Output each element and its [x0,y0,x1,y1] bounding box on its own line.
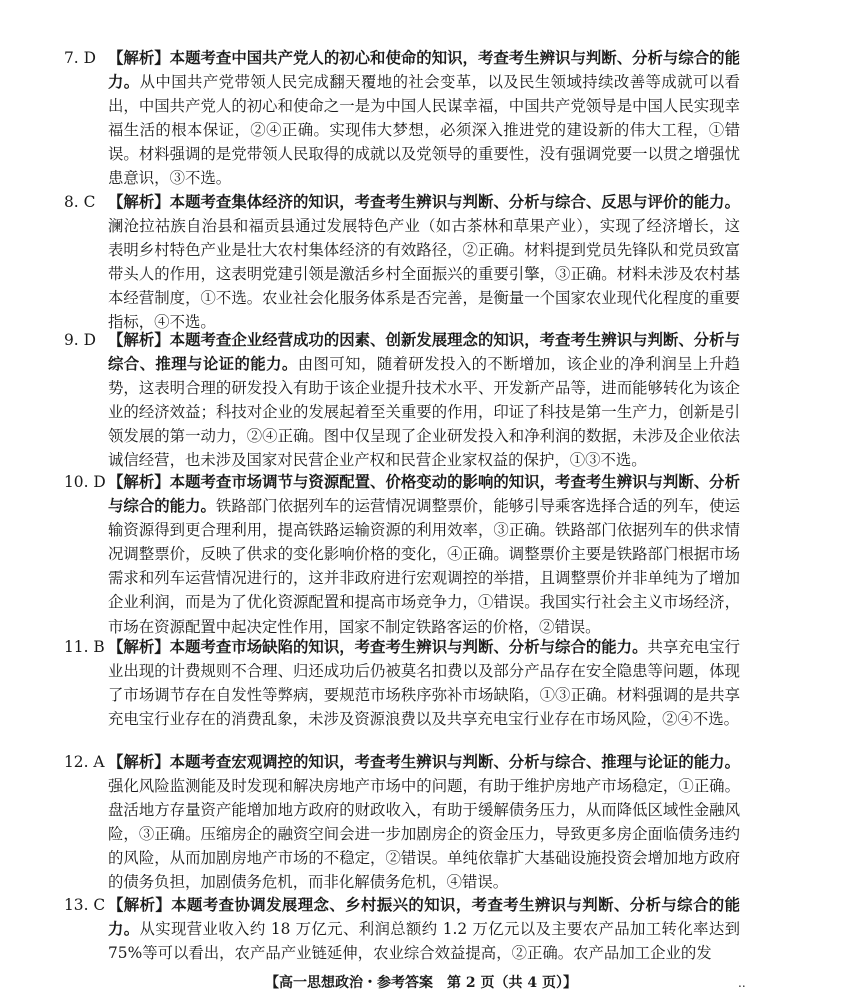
question-number: 9. D [64,331,96,349]
answer-13 [64,893,740,965]
question-number: 7. D [64,49,96,67]
analysis-tag: 【解析】 [108,638,170,656]
answer-10 [64,470,740,639]
analysis-tag: 【解析】 [108,193,170,211]
analysis-heading: 本题考查协调发展理念、乡村振兴的知识，考查考生辨识与判断、分析与综合的能力。 [108,896,740,939]
analysis-body: 共享充电宝行业出现的计费规则不合理、归还成功后仍被莫名扣费以及部分产品存在安全隐患等问题，体现了市场调节存在自发性等弊病，要规范市场秩序弥补市场缺陷，①③正确。材料强调的是共享充电宝行业存在的消费乱象，未涉及资源浪费以及共享充电宝行业存在市场风险，②④不选。 [108,638,740,729]
question-number: 10. D [64,473,106,491]
answer-11 [64,635,740,731]
analysis-body: 强化风险监测能及时发现和解决房地产市场中的问题，有助于维护房地产市场稳定，①正确。盘活地方存量资产能增加地方政府的财政收入，有助于缓解债务压力，从而降低区域性金融风险，③正确。压缩房企的融资空间会进一步加剧房企的资金压力，导致更多房企面临债务违约的风险，从而加剧房地产市场的不稳定，②错误。单纯依靠扩大基础设施投资会增加地方政府的债务负担，加剧债务危机，而非化解债务危机，④错误。 [108,777,740,892]
analysis-heading: 本题考查企业经营成功的因素、创新发展理念的知识，考查考生辨识与判断、分析与综合、推理与论证的能力。 [108,331,740,374]
answer-9 [64,328,740,473]
answer-8 [64,190,740,335]
corner-mark: .. [738,976,746,990]
page-footer: 【高一思想政治・参考答案 第 2 页（共 4 页）】 [265,975,577,991]
analysis-tag: 【解析】 [108,473,170,491]
answer-7 [64,46,740,191]
analysis-tag: 【解析】 [108,753,170,771]
analysis-heading: 本题考查市场调节与资源配置、价格变动的影响的知识，考查考生辨识与判断、分析与综合的能力。 [108,473,740,516]
analysis-body: 从实现营业收入约 18 万亿元、利润总额约 1.2 万亿元以及主要农产品加工转化率达到 75%等可以看出，农产品产业链延伸，农业综合效益提高，②正确。农产品加工企业的发 [108,920,740,963]
analysis-heading: 本题考查宏观调控的知识，考查考生辨识与判断、分析与综合、推理与论证的能力。 [169,753,740,771]
question-number: 8. C [64,193,96,211]
question-number: 13. C [64,896,106,914]
analysis-body: 澜沧拉祜族自治县和福贡县通过发展特色产业（如古茶林和草果产业），实现了经济增长，这表明乡村特色产业是壮大农村集体经济的有效路径，②正确。材料提到党员先锋队和党员致富带头人的作用，这表明党建引领是激活乡村全面振兴的重要引擎，③正确。材料未涉及农村基本经营制度，①不选。农业社会化服务体系是否完善，是衡量一个国家农业现代化程度的重要指标，④不选。 [108,217,740,332]
analysis-tag: 【解析】 [108,896,172,914]
analysis-body: 由图可知，随着研发投入的不断增加，该企业的净利润呈上升趋势，这表明合理的研发投入有助于该企业提升技术水平、开发新产品等，进而能够转化为该企业的经济效益；科技对企业的发展起着至关重要的作用，印证了科技是第一生产力，创新是引领发展的第一动力，②④正确。图中仅呈现了企业研发投入和净利润的数据，未涉及企业依法诚信经营，也未涉及国家对民营企业产权和民营企业家权益的保护，①③不选。 [108,355,740,470]
analysis-heading: 本题考查中国共产党人的初心和使命的知识，考查考生辨识与判断、分析与综合的能力。 [108,49,740,92]
analysis-tag: 【解析】 [108,49,170,67]
analysis-tag: 【解析】 [108,331,170,349]
question-number: 11. B [64,638,105,656]
analysis-heading: 本题考查集体经济的知识，考查考生辨识与判断、分析与综合、反思与评价的能力。 [169,193,740,211]
analysis-body: 从中国共产党带领人民完成翻天覆地的社会变革，以及民生领域持续改善等成就可以看出，中国共产党人的初心和使命之一是为中国人民谋幸福，中国共产党领导是中国人民实现幸福生活的根本保证，②④正确。实现伟大梦想，必须深入推进党的建设新的伟大工程，①错误。材料强调的是党带领人民取得的成就以及党领导的重要性，没有强调党要一以贯之增强忧患意识，③不选。 [108,73,740,188]
question-number: 12. A [64,753,105,771]
analysis-heading: 本题考查市场缺陷的知识，考查考生辨识与判断、分析与综合的能力。 [169,638,648,656]
analysis-body: 铁路部门依据列车的运营情况调整票价，能够引导乘客选择合适的列车，使运输资源得到更合理利用，提高铁路运输资源的利用效率，③正确。铁路部门依据列车的供求情况调整票价，反映了供求的变化影响价格的变化，④正确。调整票价主要是铁路部门根据市场需求和列车运营情况进行的，这并非政府进行宏观调控的举措，且调整票价并非单纯为了增加企业利润，而是为了优化资源配置和提高市场竞争力，①错误。我国实行社会主义市场经济，市场在资源配置中起决定性作用，国家不制定铁路客运的价格，②错误。 [108,497,740,636]
answer-12 [64,750,740,895]
